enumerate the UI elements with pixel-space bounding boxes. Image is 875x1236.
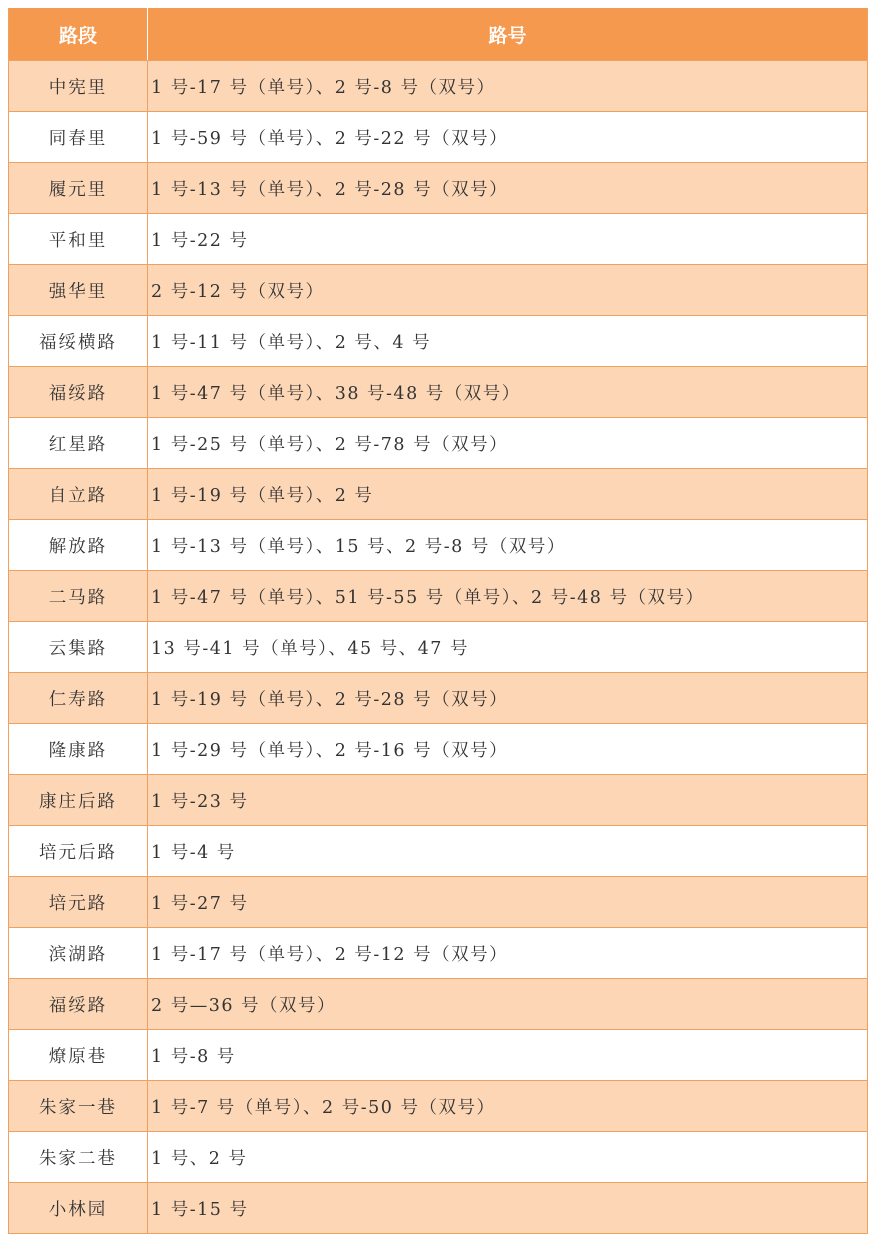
- table-row: [9, 774, 867, 825]
- road-number-cell: 1 号、2 号: [151, 1148, 248, 1169]
- table-row: [9, 825, 867, 876]
- road-segment-cell: 平和里: [9, 214, 148, 264]
- road-segment-cell: 红星路: [9, 418, 148, 468]
- header-segment: 路段: [9, 8, 148, 60]
- table-row: [9, 876, 867, 927]
- road-number-cell: 1 号-13 号（单号）、2 号-28 号（双号）: [151, 179, 509, 200]
- road-number-table: [8, 8, 868, 1234]
- road-segment-cell: 滨湖路: [9, 928, 148, 978]
- table-row: [9, 1029, 867, 1080]
- road-number-cell: 1 号-11 号（单号）、2 号、4 号: [151, 332, 432, 353]
- road-segment-cell: 隆康路: [9, 724, 148, 774]
- table-row: [9, 1182, 867, 1233]
- road-segment-cell: 强华里: [9, 265, 148, 315]
- table-row: [9, 723, 867, 774]
- road-segment-cell: 培元后路: [9, 826, 148, 876]
- road-number-cell: 1 号-17 号（单号）、2 号-8 号（双号）: [151, 77, 496, 98]
- road-number-cell: 1 号-17 号（单号）、2 号-12 号（双号）: [151, 944, 509, 965]
- road-segment-cell: 康庄后路: [9, 775, 148, 825]
- road-number-cell: 1 号-4 号: [151, 842, 236, 863]
- table-row: [9, 264, 867, 315]
- table-row: [9, 468, 867, 519]
- table-row: [9, 417, 867, 468]
- road-number-cell: 1 号-22 号: [151, 230, 249, 251]
- table-body: [9, 60, 867, 1233]
- table-row: [9, 315, 867, 366]
- road-number-cell: 1 号-59 号（单号）、2 号-22 号（双号）: [151, 128, 509, 149]
- road-number-cell: 1 号-29 号（单号）、2 号-16 号（双号）: [151, 740, 509, 761]
- table-header: [9, 8, 867, 60]
- road-segment-cell: 云集路: [9, 622, 148, 672]
- road-segment-cell: 解放路: [9, 520, 148, 570]
- table-row: [9, 1080, 867, 1131]
- road-number-cell: 1 号-13 号（单号）、15 号、2 号-8 号（双号）: [151, 536, 566, 557]
- table-row: [9, 366, 867, 417]
- table-row: [9, 213, 867, 264]
- road-segment-cell: 二马路: [9, 571, 148, 621]
- road-segment-cell: 培元路: [9, 877, 148, 927]
- table-row: [9, 570, 867, 621]
- road-number-cell: 1 号-7 号（单号）、2 号-50 号（双号）: [151, 1097, 496, 1118]
- road-segment-cell: 仁寿路: [9, 673, 148, 723]
- table-row: [9, 162, 867, 213]
- table-row: [9, 60, 867, 111]
- road-number-cell: 1 号-8 号: [151, 1046, 236, 1067]
- road-number-cell: 1 号-23 号: [151, 791, 249, 812]
- table-row: [9, 111, 867, 162]
- table-row: [9, 672, 867, 723]
- road-segment-cell: 中宪里: [9, 61, 148, 111]
- table-row: [9, 519, 867, 570]
- road-number-cell: 1 号-47 号（单号）、51 号-55 号（单号）、2 号-48 号（双号）: [151, 587, 705, 608]
- table-row: [9, 621, 867, 672]
- road-number-cell: 1 号-15 号: [151, 1199, 249, 1220]
- road-segment-cell: 自立路: [9, 469, 148, 519]
- road-number-cell: 1 号-27 号: [151, 893, 249, 914]
- road-number-cell: 1 号-47 号（单号）、38 号-48 号（双号）: [151, 383, 521, 404]
- road-segment-cell: 朱家一巷: [9, 1081, 148, 1131]
- road-number-cell: 2 号-12 号（双号）: [151, 281, 325, 302]
- road-segment-cell: 燎原巷: [9, 1030, 148, 1080]
- road-number-cell: 2 号—36 号（双号）: [151, 995, 337, 1016]
- road-number-cell: 1 号-19 号（单号）、2 号: [151, 485, 374, 506]
- road-number-cell: 1 号-19 号（单号）、2 号-28 号（双号）: [151, 689, 509, 710]
- table-row: [9, 1131, 867, 1182]
- road-number-cell: 1 号-25 号（单号）、2 号-78 号（双号）: [151, 434, 509, 455]
- road-segment-cell: 福绥路: [9, 367, 148, 417]
- road-number-cell: 13 号-41 号（单号）、45 号、47 号: [151, 638, 469, 659]
- road-segment-cell: 小林园: [9, 1183, 148, 1233]
- table-row: [9, 927, 867, 978]
- road-segment-cell: 福绥横路: [9, 316, 148, 366]
- table-row: [9, 978, 867, 1029]
- road-segment-cell: 同春里: [9, 112, 148, 162]
- road-segment-cell: 履元里: [9, 163, 148, 213]
- road-segment-cell: 朱家二巷: [9, 1132, 148, 1182]
- road-segment-cell: 福绥路: [9, 979, 148, 1029]
- header-number: 路号: [488, 24, 527, 47]
